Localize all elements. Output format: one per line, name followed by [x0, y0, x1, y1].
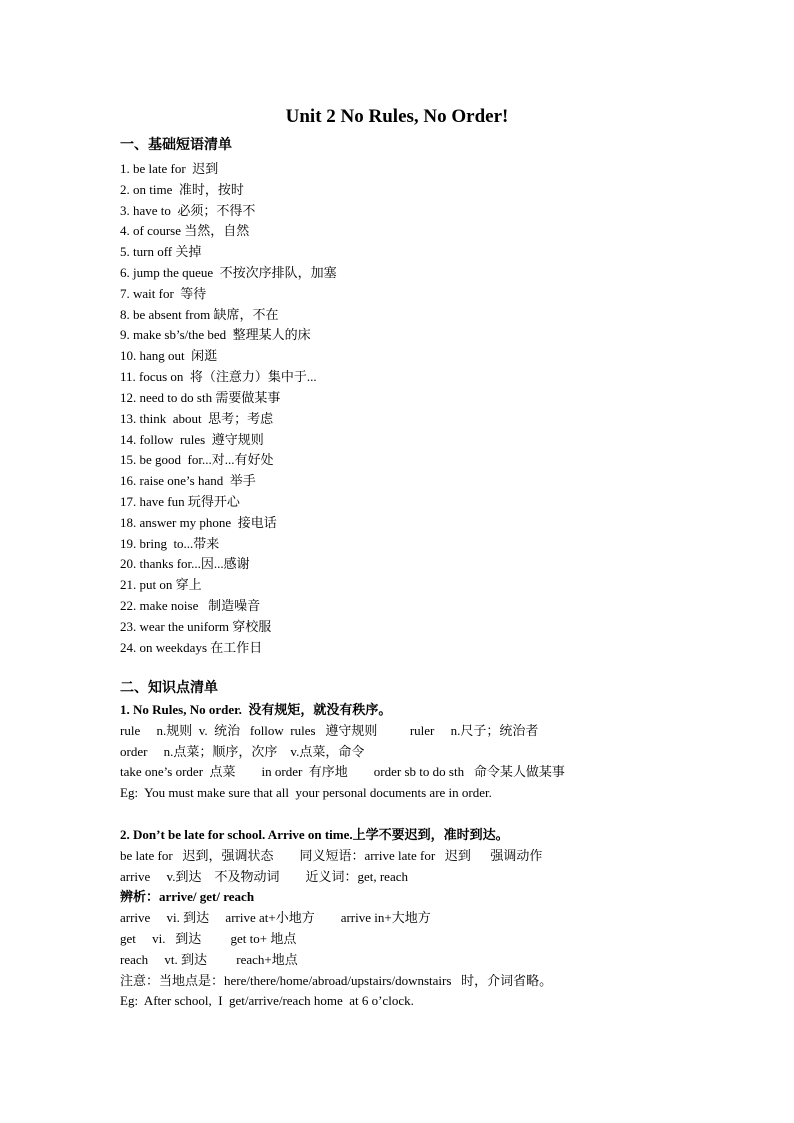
phrase-item: 4. of course 当然，自然 [120, 223, 250, 238]
phrase-item: 23. wear the uniform 穿校服 [120, 619, 272, 634]
analysis-line: get vi. 到达 get to+ 地点 [120, 931, 297, 946]
phrase-item: 17. have fun 玩得开心 [120, 494, 240, 509]
phrase-item: 8. be absent from 缺席，不在 [120, 307, 279, 322]
phrase-item: 14. follow rules 遵守规则 [120, 432, 264, 447]
phrase-item: 10. hang out 闲逛 [120, 348, 218, 363]
point-2-heading: 2. Don’t be late for school. Arrive on time.上学不要迟到，准时到达。 [120, 827, 509, 842]
phrase-item: 24. on weekdays 在工作日 [120, 640, 263, 655]
phrase-item: 12. need to do sth 需要做某事 [120, 390, 281, 405]
phrase-item: 21. put on 穿上 [120, 577, 202, 592]
analysis-line: arrive vi. 到达 arrive at+小地方 arrive in+大地方 [120, 910, 431, 925]
phrase-item: 20. thanks for...因...感谢 [120, 556, 250, 571]
point-1-line: rule n.规则 v. 统治 follow rules 遵守规则 ruler n.尺子；统治者 [120, 723, 539, 738]
analysis-line: reach vt. 到达 reach+地点 [120, 952, 298, 967]
note-line: 注意：当地点是：here/there/home/abroad/upstairs/downstairs 时，介词省略。 [120, 973, 553, 988]
phrase-item: 2. on time 准时，按时 [120, 182, 244, 197]
point-2-example: Eg: After school, I get/arrive/reach home at 6 o’clock. [120, 993, 414, 1008]
section-heading-knowledge-points: 二、知识点清单 [120, 681, 218, 696]
phrase-item: 7. wait for 等待 [120, 286, 207, 301]
analysis-heading: 辨析：arrive/ get/ reach [120, 889, 255, 904]
phrase-item: 18. answer my phone 接电话 [120, 515, 277, 530]
point-2-line: be late for 迟到，强调状态 同义短语：arrive late for 迟到 强调动作 [120, 848, 543, 863]
point-1-example: Eg: You must make sure that all your personal documents are in order. [120, 785, 492, 800]
phrase-item: 1. be late for 迟到 [120, 161, 219, 176]
page-title: Unit 2 No Rules, No Order! [285, 106, 509, 127]
phrase-item: 16. raise one’s hand 举手 [120, 473, 256, 488]
point-1-line: take one’s order 点菜 in order 有序地 order sb to do sth 命令某人做某事 [120, 764, 565, 779]
section-heading-basic-phrases: 一、基础短语清单 [120, 138, 232, 153]
point-1-heading: 1. No Rules, No order. 没有规矩，就没有秩序。 [120, 702, 392, 717]
phrase-item: 15. be good for...对...有好处 [120, 452, 274, 467]
phrase-item: 5. turn off 关掉 [120, 244, 202, 259]
phrase-item: 11. focus on 将（注意力）集中于... [120, 369, 317, 384]
phrase-item: 9. make sb’s/the bed 整理某人的床 [120, 327, 311, 342]
phrase-item: 6. jump the queue 不按次序排队，加塞 [120, 265, 337, 280]
phrase-item: 13. think about 思考；考虑 [120, 411, 274, 426]
point-1-line: order n.点菜；顺序，次序 v.点菜，命令 [120, 744, 365, 759]
point-2-line: arrive v.到达 不及物动词 近义词：get, reach [120, 869, 408, 884]
phrase-item: 22. make noise 制造噪音 [120, 598, 261, 613]
phrase-item: 3. have to 必须；不得不 [120, 203, 256, 218]
phrase-item: 19. bring to...带来 [120, 536, 220, 551]
